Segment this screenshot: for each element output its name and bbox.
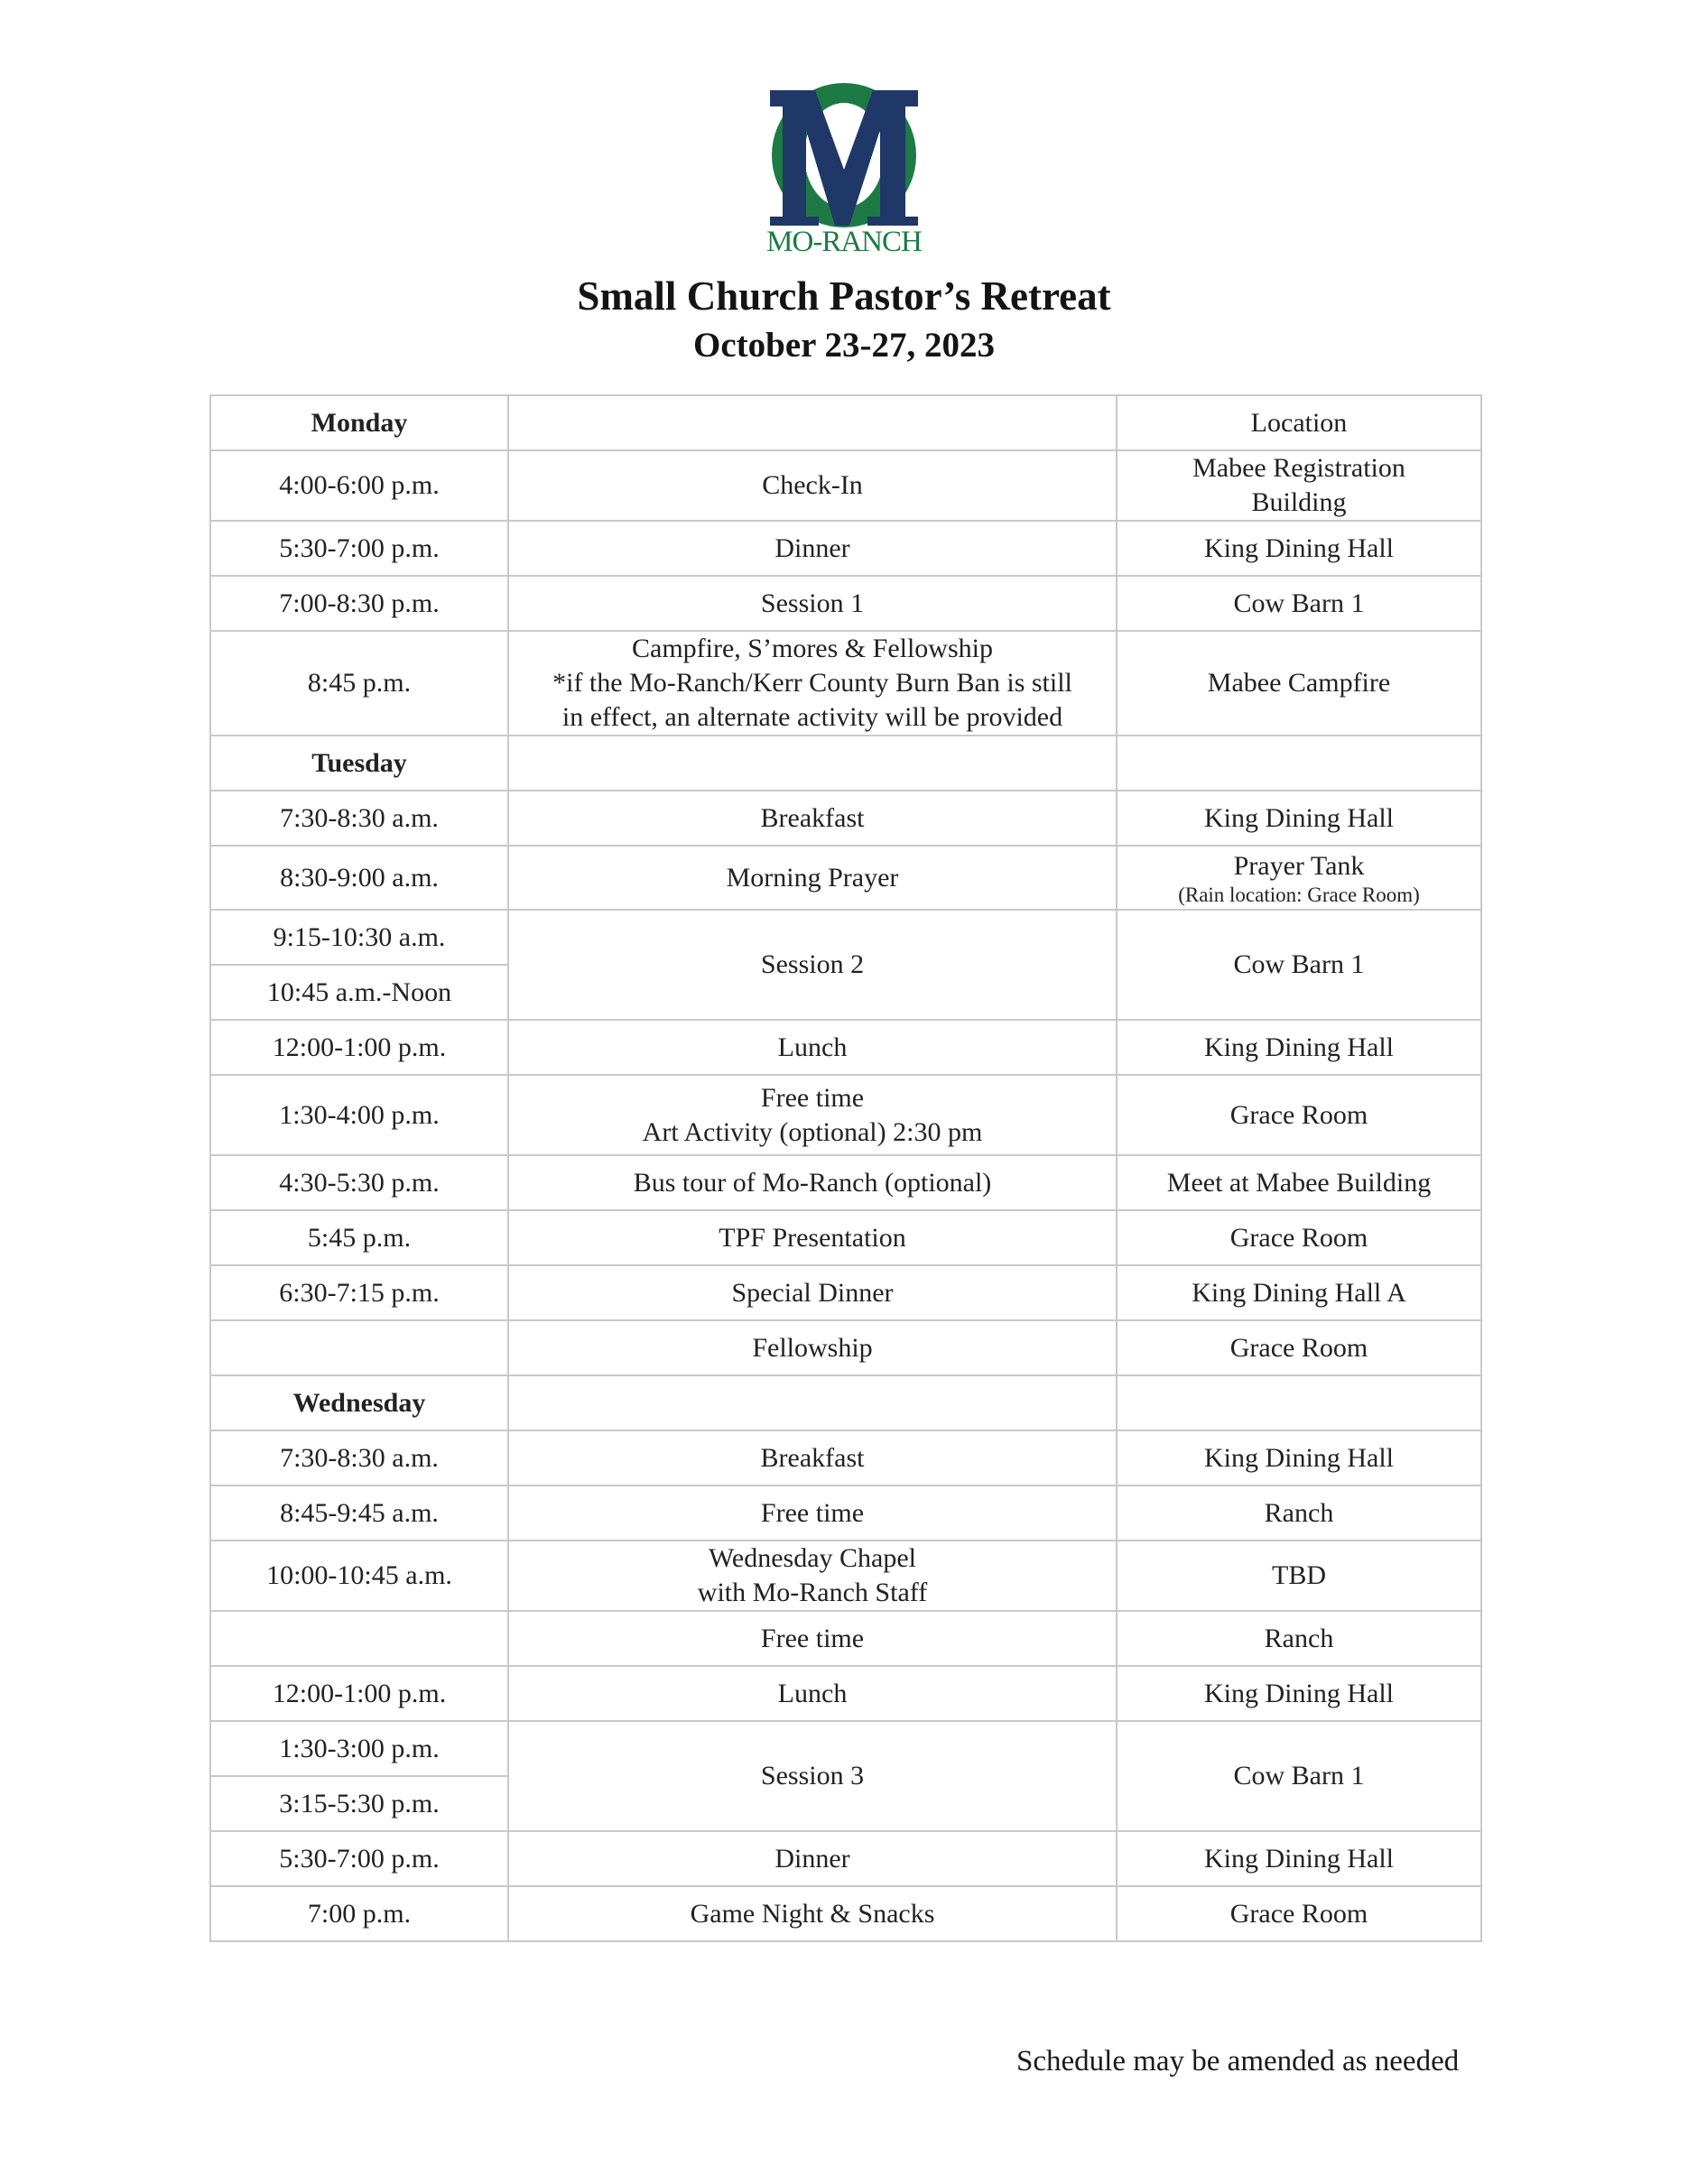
table-row xyxy=(210,1075,1481,1155)
activity-cell: Morning Prayer xyxy=(508,846,1117,910)
time-cell: 7:00-8:30 p.m. xyxy=(210,576,508,631)
time-cell: 7:30-8:30 a.m. xyxy=(210,791,508,846)
time-cell xyxy=(210,1320,508,1375)
time-cell: 12:00-1:00 p.m. xyxy=(210,1020,508,1075)
activity-cell: Free time xyxy=(508,1485,1117,1541)
time-cell: 8:45-9:45 a.m. xyxy=(210,1485,508,1541)
location-cell: Mabee Campfire xyxy=(1117,631,1481,736)
location-line: Prayer Tank xyxy=(1233,850,1365,881)
activity-cell: Special Dinner xyxy=(508,1265,1117,1320)
empty-cell xyxy=(508,395,1117,450)
activity-cell: Bus tour of Mo-Ranch (optional) xyxy=(508,1155,1117,1210)
table-row xyxy=(210,910,1481,965)
table-row xyxy=(210,1265,1481,1320)
time-cell: 9:15-10:30 a.m. xyxy=(210,910,508,965)
day-label-wednesday: Wednesday xyxy=(210,1375,508,1430)
activity-line: *if the Mo-Ranch/Kerr County Burn Ban is still xyxy=(552,668,1072,698)
time-cell: 1:30-3:00 p.m. xyxy=(210,1721,508,1776)
table-row xyxy=(210,1430,1481,1485)
empty-cell xyxy=(1117,736,1481,791)
location-cell: King Dining Hall xyxy=(1117,1666,1481,1721)
location-cell: King Dining Hall A xyxy=(1117,1265,1481,1320)
schedule-table xyxy=(209,394,1482,1942)
time-cell: 8:30-9:00 a.m. xyxy=(210,846,508,910)
time-cell: 1:30-4:00 p.m. xyxy=(210,1075,508,1155)
day-label-tuesday: Tuesday xyxy=(210,736,508,791)
activity-cell: TPF Presentation xyxy=(508,1210,1117,1265)
time-cell: 12:00-1:00 p.m. xyxy=(210,1666,508,1721)
location-cell: Cow Barn 1 xyxy=(1117,1721,1481,1831)
table-row xyxy=(210,1155,1481,1210)
location-cell: King Dining Hall xyxy=(1117,521,1481,576)
location-cell: King Dining Hall xyxy=(1117,791,1481,846)
location-cell: Ranch xyxy=(1117,1611,1481,1666)
time-cell: 6:30-7:15 p.m. xyxy=(210,1265,508,1320)
time-cell: 8:45 p.m. xyxy=(210,631,508,736)
location-cell: Cow Barn 1 xyxy=(1117,910,1481,1020)
day-label-monday: Monday xyxy=(210,395,508,450)
location-line: Building xyxy=(1251,487,1347,517)
table-row xyxy=(210,1611,1481,1666)
time-cell: 10:00-10:45 a.m. xyxy=(210,1541,508,1611)
table-row xyxy=(210,1020,1481,1075)
activity-line: Campfire, S’mores & Fellowship xyxy=(632,634,993,663)
activity-cell: Breakfast xyxy=(508,791,1117,846)
time-cell: 7:30-8:30 a.m. xyxy=(210,1430,508,1485)
time-cell: 5:30-7:00 p.m. xyxy=(210,521,508,576)
location-cell: King Dining Hall xyxy=(1117,1430,1481,1485)
activity-line: Free time xyxy=(760,1082,865,1113)
location-cell: Meet at Mabee Building xyxy=(1117,1155,1481,1210)
activity-cell: Dinner xyxy=(508,521,1117,576)
table-row xyxy=(210,631,1481,736)
activity-cell: Dinner xyxy=(508,1831,1117,1886)
activity-cell: Fellowship xyxy=(508,1320,1117,1375)
location-cell: Grace Room xyxy=(1117,1886,1481,1941)
table-row xyxy=(210,791,1481,846)
table-row xyxy=(210,1721,1481,1776)
location-cell: King Dining Hall xyxy=(1117,1020,1481,1075)
location-note: (Rain location: Grace Room) xyxy=(1178,883,1420,906)
activity-line: Wednesday Chapel xyxy=(708,1543,916,1573)
activity-cell: Check-In xyxy=(508,450,1117,521)
location-cell: Ranch xyxy=(1117,1485,1481,1541)
location-cell xyxy=(1117,450,1481,521)
location-cell: Cow Barn 1 xyxy=(1117,576,1481,631)
day-header-row xyxy=(210,395,1481,450)
activity-line: Art Activity (optional) 2:30 pm xyxy=(642,1116,983,1147)
page-title: Small Church Pastor’s Retreat xyxy=(577,273,1111,319)
location-cell: Grace Room xyxy=(1117,1320,1481,1375)
table-row xyxy=(210,450,1481,521)
activity-cell xyxy=(508,1075,1117,1155)
table-row xyxy=(210,846,1481,910)
day-header-row xyxy=(210,1375,1481,1430)
activity-cell: Session 2 xyxy=(508,910,1117,1020)
time-cell xyxy=(210,1611,508,1666)
location-header: Location xyxy=(1117,395,1481,450)
table-row xyxy=(210,1541,1481,1611)
activity-cell: Free time xyxy=(508,1611,1117,1666)
table-row xyxy=(210,1210,1481,1265)
footer-note: Schedule may be amended as needed xyxy=(1016,2045,1460,2078)
empty-cell xyxy=(1117,1375,1481,1430)
table-row xyxy=(210,576,1481,631)
activity-cell: Lunch xyxy=(508,1666,1117,1721)
location-cell: Grace Room xyxy=(1117,1075,1481,1155)
activity-cell: Lunch xyxy=(508,1020,1117,1075)
location-cell xyxy=(1117,846,1481,910)
activity-cell: Breakfast xyxy=(508,1430,1117,1485)
table-row xyxy=(210,1666,1481,1721)
table-row xyxy=(210,1320,1481,1375)
empty-cell xyxy=(508,736,1117,791)
table-row xyxy=(210,1485,1481,1541)
day-header-row xyxy=(210,736,1481,791)
activity-cell xyxy=(508,1541,1117,1611)
activity-line: in effect, an alternate activity will be provided xyxy=(561,702,1063,732)
location-cell: King Dining Hall xyxy=(1117,1831,1481,1886)
logo-text: MO-RANCH xyxy=(766,226,922,258)
activity-cell xyxy=(508,631,1117,736)
time-cell: 3:15-5:30 p.m. xyxy=(210,1776,508,1831)
activity-cell: Session 1 xyxy=(508,576,1117,631)
activity-cell: Session 3 xyxy=(508,1721,1117,1831)
table-row xyxy=(210,1831,1481,1886)
location-cell: Grace Room xyxy=(1117,1210,1481,1265)
time-cell: 5:45 p.m. xyxy=(210,1210,508,1265)
time-cell: 7:00 p.m. xyxy=(210,1886,508,1941)
empty-cell xyxy=(508,1375,1117,1430)
time-cell: 10:45 a.m.-Noon xyxy=(210,965,508,1020)
page-subtitle-dates: October 23-27, 2023 xyxy=(693,326,995,365)
table-row xyxy=(210,1886,1481,1941)
location-line: Mabee Registration xyxy=(1192,453,1405,483)
table-row xyxy=(210,521,1481,576)
location-cell: TBD xyxy=(1117,1541,1481,1611)
activity-cell: Game Night & Snacks xyxy=(508,1886,1117,1941)
time-cell: 5:30-7:00 p.m. xyxy=(210,1831,508,1886)
time-cell: 4:30-5:30 p.m. xyxy=(210,1155,508,1210)
activity-line: with Mo-Ranch Staff xyxy=(697,1578,928,1607)
time-cell: 4:00-6:00 p.m. xyxy=(210,450,508,521)
